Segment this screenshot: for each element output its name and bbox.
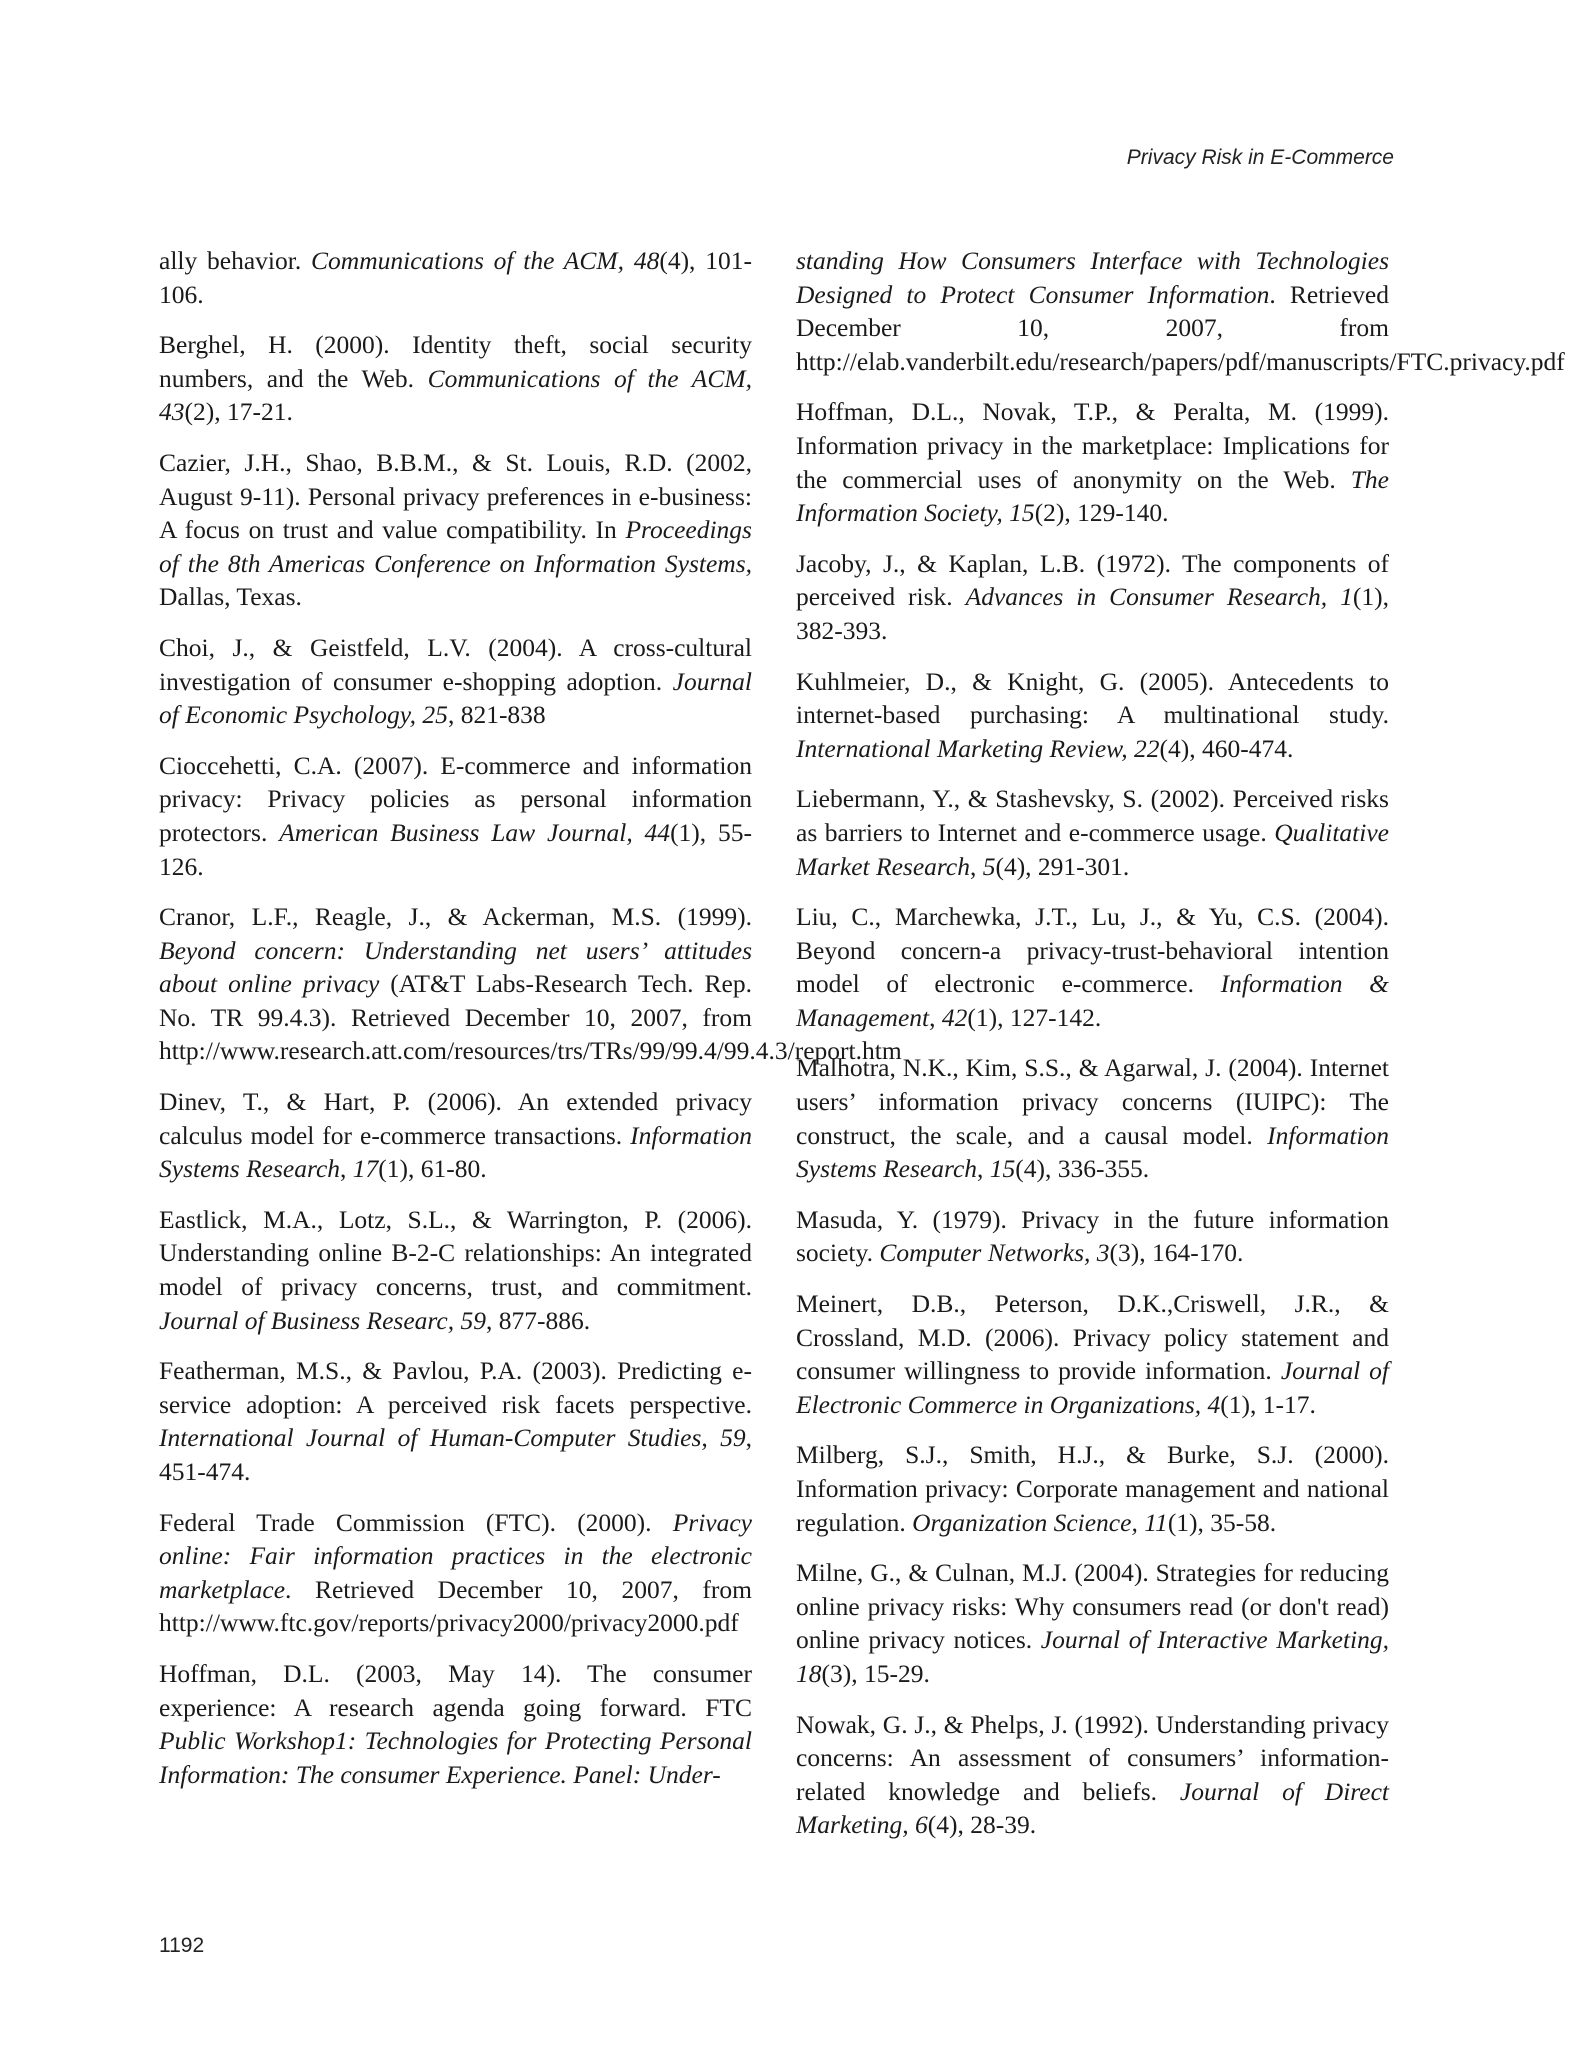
- reference-text: (3), 164-170.: [1109, 1238, 1244, 1268]
- reference-text: Hoffman, D.L., Novak, T.P., & Peralta, M. (1999). Information privacy in the marketplace: Implications for the commercial uses of anonymity on the Web.: [796, 397, 1389, 494]
- reference-italic-text: Information Systems Research: [159, 1120, 752, 1184]
- reference-entry: [159, 900, 902, 1068]
- reference-text: , 451-474.: [159, 1423, 752, 1486]
- reference-text: (1), 127-142.: [967, 1002, 1102, 1032]
- reference-text: (4), 291-301.: [995, 851, 1130, 881]
- reference-text: (1), 35-58.: [1167, 1507, 1277, 1537]
- reference-entry: [796, 900, 1389, 1034]
- reference-italic-text: Journal of Direct Marketing, 6: [796, 1776, 1390, 1840]
- reference-text: Malhotra, N.K., Kim, S.S., & Agarwal, J. (2004). Internet users’ information privacy concerns (IUIPC): The construct, the scale, and a causal model.: [796, 1053, 1389, 1150]
- reference-text: Cranor, L.F., Reagle, J., & Ackerman, M.S. (1999).: [159, 902, 752, 932]
- reference-entry: [796, 1203, 1389, 1270]
- reference-entry: [796, 665, 1389, 766]
- reference-text: ,: [977, 1154, 990, 1184]
- reference-text: . Retrieved December 10, 2007, from http://elab.vanderbilt.edu/research/papers/pdf/manuscripts/FTC.privacy.pdf: [796, 279, 1565, 376]
- reference-entry: [159, 1203, 752, 1337]
- reference-italic-text: standing How Consumers Interface with Technologies Designed to Protect Consumer Information: [796, 246, 1389, 309]
- reference-text: ally behavior.: [159, 246, 312, 275]
- reference-italic-text: 5: [982, 851, 996, 881]
- reference-entry: [159, 1085, 752, 1186]
- reference-italic-text: The Information Society, 15: [796, 464, 1389, 528]
- reference-text: Featherman, M.S., & Pavlou, P.A. (2003). Predicting e-service adoption: A perceived risk facets perspective.: [159, 1356, 752, 1419]
- reference-italic-text: Beyond concern: Understanding net users’ attitudes about online privacy: [159, 935, 752, 999]
- reference-entry: [796, 395, 1389, 529]
- reference-text: Eastlick, M.A., Lotz, S.L., & Warrington, P. (2006). Understanding online B-2-C relationships: An integrated model of privacy concerns, trust, and commitment.: [159, 1204, 752, 1302]
- reference-text: ,: [969, 851, 983, 881]
- reference-entry: [159, 1657, 752, 1791]
- reference-text: (4), 460-474.: [1159, 733, 1294, 763]
- reference-text: (3), 15-29.: [821, 1658, 930, 1688]
- reference-text: Hoffman, D.L. (2003, May 14). The consumer experience: A research agenda going forward. FTC: [159, 1658, 752, 1722]
- reference-italic-text: International Marketing Review, 22: [796, 733, 1160, 763]
- reference-italic-text: American Business Law Journal, 44: [279, 817, 671, 847]
- reference-italic-text: Qualitative Market Research: [796, 817, 1389, 881]
- reference-italic-text: Information & Management: [796, 969, 1390, 1032]
- reference-text: (4), 28-39.: [927, 1810, 1037, 1840]
- reference-text: Liebermann, Y., & Stashevsky, S. (2002). Perceived risks as barriers to Internet and e-commerce usage.: [796, 784, 1389, 847]
- reference-entry: [159, 244, 752, 311]
- reference-text: , 821-838: [447, 700, 546, 730]
- reference-text: Jacoby, J., & Kaplan, L.B. (1972). The components of perceived risk.: [796, 548, 1389, 612]
- reference-text: (4), 336-355.: [1015, 1154, 1150, 1184]
- reference-italic-text: Public Workshop1: Technologies for Protecting Personal Information: The consumer Experience. Panel: Under-: [159, 1726, 752, 1789]
- reference-text: Meinert, D.B., Peterson, D.K.,Criswell, J.R., & Crossland, M.D. (2006). Privacy policy statement and consumer willingness to provide information.: [796, 1289, 1389, 1386]
- reference-text: ,: [340, 1154, 353, 1184]
- reference-entry: [796, 1287, 1389, 1421]
- reference-italic-text: Journal of Electronic Commerce in Organizations, 4: [796, 1356, 1389, 1419]
- reference-entry: [159, 1506, 752, 1640]
- reference-entry: [159, 1354, 752, 1488]
- running-head: Privacy Risk in E-Commerce: [1126, 146, 1394, 169]
- reference-text: Kuhlmeier, D., & Knight, G. (2005). Antecedents to internet-based purchasing: A multinational study.: [796, 666, 1389, 730]
- reference-text: (1), 1-17.: [1220, 1389, 1316, 1419]
- reference-italic-text: 42: [941, 1002, 968, 1032]
- reference-text: Cazier, J.H., Shao, B.B.M., & St. Louis, R.D. (2002, August 9-11). Personal privacy preferences in e-business: A focus on trust and value compatibility. In: [159, 447, 752, 545]
- reference-entry: [159, 446, 752, 614]
- reference-text: (1), 382-393.: [796, 582, 1389, 645]
- reference-entry: [159, 328, 752, 429]
- reference-text: Dinev, T., & Hart, P. (2006). An extended privacy calculus model for e-commerce transactions.: [159, 1087, 752, 1150]
- page-number: 1192: [159, 1934, 205, 1957]
- reference-entry: [796, 1556, 1389, 1690]
- reference-text: Nowak, G. J., & Phelps, J. (1992). Understanding privacy concerns: An assessment of consumers’ information-related knowledge and beliefs.: [796, 1709, 1389, 1806]
- reference-text: Masuda, Y. (1979). Privacy in the future information society.: [796, 1204, 1389, 1268]
- reference-italic-text: Proceedings of the 8th Americas Conference on Information Systems,: [159, 515, 752, 578]
- reference-entry: [796, 782, 1389, 883]
- reference-text: Dallas, Texas.: [159, 582, 302, 612]
- reference-italic-text: International Journal of Human-Computer Studies, 59: [159, 1423, 746, 1453]
- reference-italic-text: Communications of the ACM, 48: [311, 246, 660, 275]
- reference-text: Milberg, S.J., Smith, H.J., & Burke, S.J. (2000). Information privacy: Corporate management and national regulation.: [796, 1440, 1389, 1537]
- reference-italic-text: 17: [352, 1154, 379, 1184]
- reference-entry: [796, 1438, 1389, 1539]
- reference-text: Cioccehetti, C.A. (2007). E-commerce and information privacy: Privacy policies as personal information protectors.: [159, 750, 752, 847]
- reference-entry: [796, 547, 1389, 648]
- reference-text: (2), 129-140.: [1034, 498, 1169, 528]
- reference-text: Federal Trade Commission (FTC). (2000).: [159, 1507, 673, 1537]
- reference-text: ,: [929, 1002, 942, 1032]
- reference-italic-text: Journal of Business Researc, 59: [159, 1305, 486, 1335]
- reference-entry: [796, 244, 1565, 378]
- reference-italic-text: Computer Networks, 3: [879, 1238, 1110, 1268]
- reference-italic-text: Advances in Consumer Research, 1: [965, 582, 1353, 612]
- reference-text: Milne, G., & Culnan, M.J. (2004). Strategies for reducing online privacy risks: Why consumers read (or don't read) online privacy notices.: [796, 1558, 1389, 1655]
- reference-entry: [796, 1051, 1389, 1185]
- reference-entry: [159, 631, 752, 732]
- reference-text: (1), 61-80.: [378, 1154, 487, 1184]
- reference-italic-text: Organization Science, 11: [912, 1507, 1168, 1537]
- reference-italic-text: Journal of Interactive Marketing, 18: [796, 1625, 1389, 1688]
- reference-entry: [796, 1708, 1389, 1842]
- reference-entry: [159, 749, 752, 883]
- reference-italic-text: Communications of the ACM, 43: [159, 363, 752, 427]
- reference-text: Choi, J., & Geistfeld, L.V. (2004). A cross-cultural investigation of consumer e-shopping adoption.: [159, 632, 752, 696]
- reference-text: (4), 101-106.: [159, 246, 752, 309]
- reference-text: , 877-886.: [485, 1305, 591, 1335]
- reference-text: (1), 55-126.: [159, 817, 752, 881]
- reference-italic-text: Privacy online: Fair information practices in the electronic marketplace: [159, 1507, 752, 1604]
- reference-text: Liu, C., Marchewka, J.T., Lu, J., & Yu, C.S. (2004). Beyond concern-a privacy-trust-behavioral intention model of electronic e-commerce.: [796, 902, 1389, 999]
- reference-italic-text: 15: [989, 1154, 1016, 1184]
- reference-text: (AT&T Labs-Research Tech. Rep. No. TR 99.4.3). Retrieved December 10, 2007, from http://www.research.att.com/resources/trs/TRs/99/99.4/99.4.3/report.htm: [159, 969, 902, 1066]
- reference-italic-text: Information Systems Research: [796, 1120, 1389, 1184]
- reference-text: Berghel, H. (2000). Identity theft, social security numbers, and the Web.: [159, 330, 752, 393]
- reference-italic-text: Journal of Economic Psychology, 25: [159, 666, 752, 730]
- reference-text: (2), 17-21.: [184, 397, 293, 427]
- reference-text: . Retrieved December 10, 2007, from http://www.ftc.gov/reports/privacy2000/privacy2000.pdf: [159, 1574, 752, 1638]
- references-right-column: [796, 244, 1565, 1859]
